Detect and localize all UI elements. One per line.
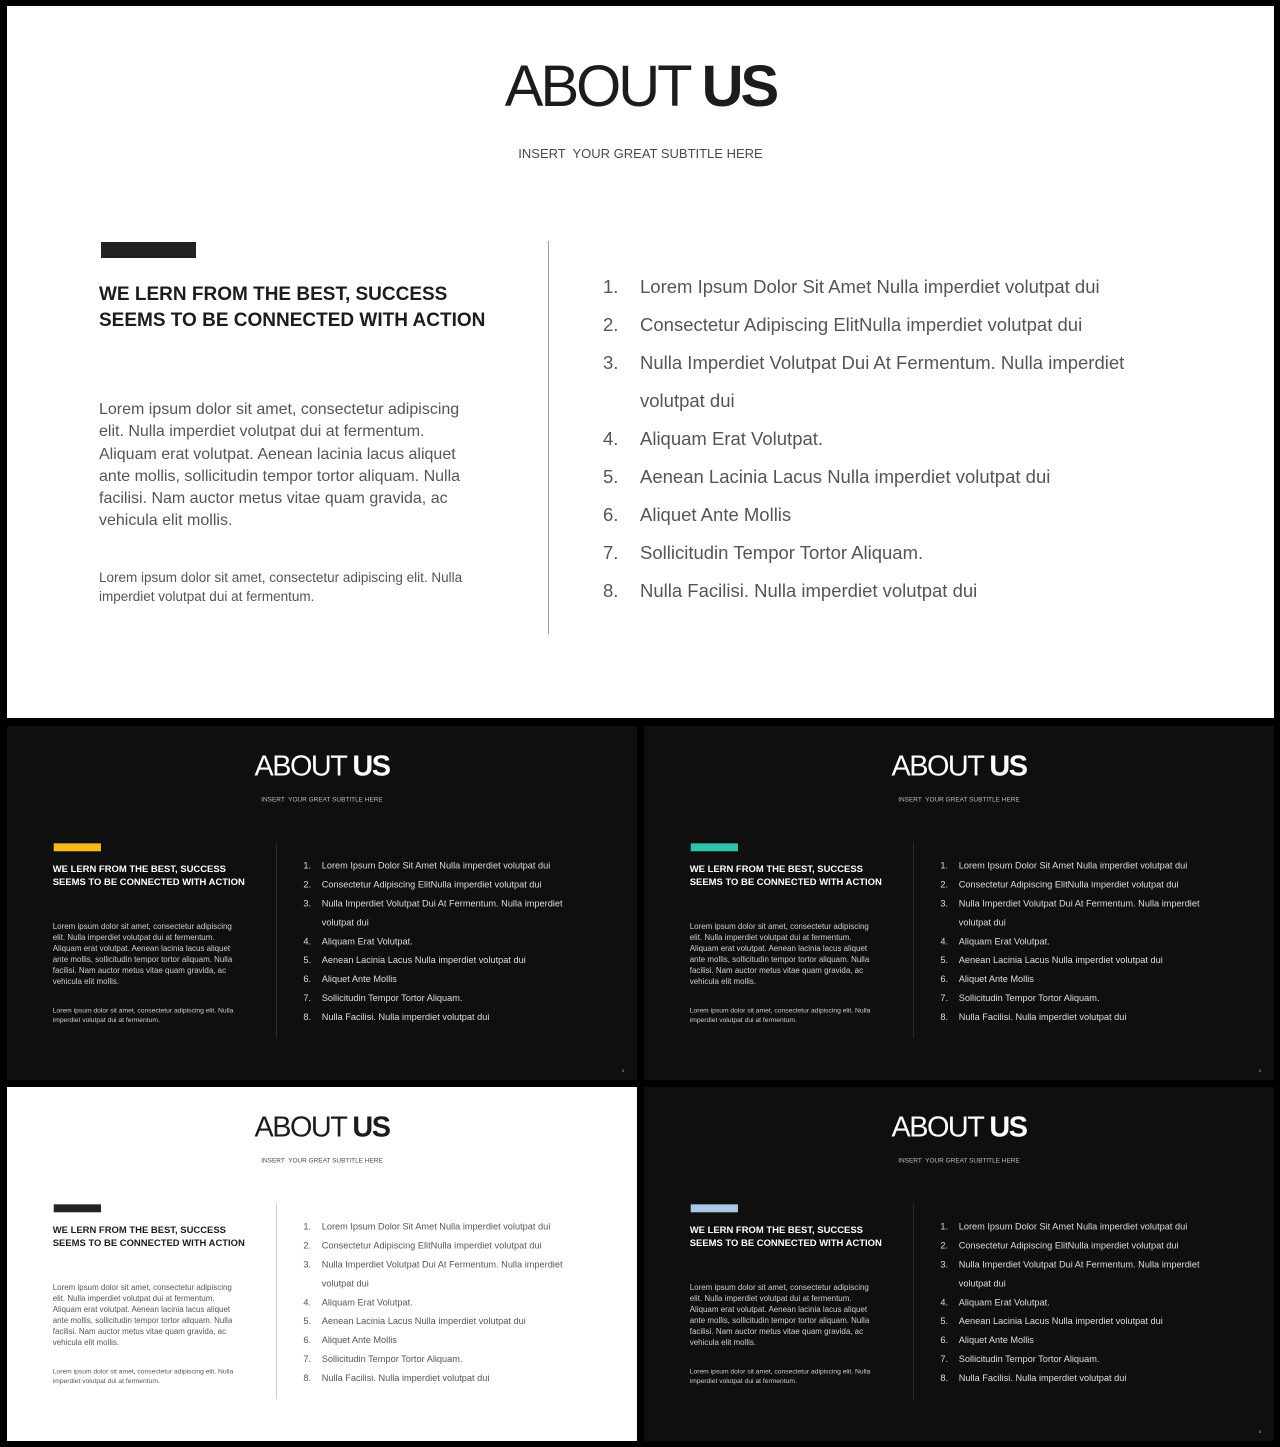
list-item — [603, 534, 1183, 572]
list-item-text: Nulla Imperdiet Volutpat Dui At Fermentum. Nulla imperdiet volutpat dui — [958, 1259, 1200, 1289]
list-item-text: Nulla Facilisi. Nulla imperdiet volutpat dui — [958, 1372, 1127, 1383]
list-item-text: Sollicitudin Tempor Tortor Aliquam. — [958, 992, 1100, 1003]
list-item-number: 1. — [303, 1221, 312, 1232]
list-item-number: 1. — [940, 860, 949, 871]
list-item-text: Aliquet Ante Mollis — [640, 504, 792, 525]
slide-canvas — [7, 1087, 637, 1441]
list-item — [940, 1312, 1228, 1331]
list-item — [303, 1331, 591, 1350]
list-item — [940, 989, 1228, 1008]
list-item-text: Aliquam Erat Volutpat. — [640, 428, 824, 449]
list-item-number: 1. — [603, 276, 619, 297]
list-item-number: 6. — [603, 504, 619, 525]
slide-title: ABOUT US — [891, 1110, 1027, 1144]
list-item-number: 5. — [303, 954, 312, 966]
section-heading: WE LERN FROM THE BEST, SUCCESS SEEMS TO BE CONNECTED WITH ACTION — [689, 864, 882, 888]
slide-canvas — [644, 726, 1274, 1080]
list-item-number: 4. — [940, 935, 949, 947]
list-item-number: 8. — [603, 580, 619, 601]
list-item — [303, 1007, 591, 1026]
list-item-number: 8. — [303, 1011, 312, 1022]
slide-subtitle: INSERT YOUR GREAT SUBTITLE HERE — [898, 1156, 1020, 1165]
numbered-list — [603, 268, 1183, 610]
list-item-text: Nulla Imperdiet Volutpat Dui At Fermentum. Nulla imperdiet volutpat dui — [321, 1259, 563, 1289]
list-item — [940, 1350, 1228, 1369]
slide-canvas — [7, 6, 1274, 718]
numbered-list — [940, 856, 1228, 1026]
list-item — [940, 1293, 1228, 1312]
list-item — [603, 496, 1183, 534]
list-item — [603, 306, 1183, 344]
list-item — [303, 1217, 591, 1236]
accent-bar — [54, 1204, 101, 1212]
slide-title: ABOUT US — [891, 749, 1027, 783]
list-item — [940, 1331, 1228, 1350]
list-item-number: 3. — [303, 898, 312, 909]
slide-1[interactable] — [7, 6, 1274, 718]
slide-2[interactable] — [7, 726, 637, 1080]
body-small-paragraph: Lorem ipsum dolor sit amet, consectetur adipiscing elit. Nulla imperdiet volutpat dui at fermentum. — [52, 1006, 234, 1024]
list-item-text: Consectetur Adipiscing ElitNulla imperdiet volutpat dui — [958, 879, 1179, 890]
slide-5[interactable] — [644, 1087, 1274, 1441]
list-item — [303, 894, 591, 932]
list-item-number: 3. — [940, 1259, 949, 1270]
slide-3[interactable] — [644, 726, 1274, 1080]
list-item-text: Aliquet Ante Mollis — [958, 1334, 1034, 1346]
body-paragraph: Lorem ipsum dolor sit amet, consectetur adipiscing elit. Nulla imperdiet volutpat dui at fermentum. Aliquam erat volutpat. Aenean lacinia lacus aliquet ante mollis, sollicitudin tempor tortor aliquam. Nulla facilisi. Nam auctor metus vitae quam gravida, ac vehicula elit mollis. — [689, 922, 870, 987]
list-item-number: 8. — [303, 1372, 312, 1383]
list-item — [940, 875, 1228, 894]
list-item-text: Aliquam Erat Volutpat. — [321, 1296, 413, 1308]
list-item-number: 5. — [940, 954, 949, 966]
list-item — [303, 1255, 591, 1293]
list-item-text: Nulla Facilisi. Nulla imperdiet volutpat dui — [958, 1011, 1127, 1022]
list-item — [940, 951, 1228, 970]
list-item-number: 7. — [303, 992, 312, 1003]
slide-title: ABOUT US — [504, 54, 777, 119]
list-item — [940, 1217, 1228, 1236]
list-item-number: 5. — [303, 1315, 312, 1327]
list-item — [940, 1255, 1228, 1293]
list-item-number: 4. — [603, 428, 619, 449]
body-small-paragraph: Lorem ipsum dolor sit amet, consectetur adipiscing elit. Nulla imperdiet volutpat dui at fermentum. — [52, 1367, 234, 1385]
list-item — [303, 989, 591, 1008]
list-item-text: Sollicitudin Tempor Tortor Aliquam. — [321, 1353, 463, 1364]
body-paragraph: Lorem ipsum dolor sit amet, consectetur adipiscing elit. Nulla imperdiet volutpat dui at fermentum. Aliquam erat volutpat. Aenean lacinia lacus aliquet ante mollis, sollicitudin tempor tortor aliquam. Nulla facilisi. Nam auctor metus vitae quam gravida, ac vehicula elit mollis. — [52, 922, 233, 987]
list-item-number: 8. — [940, 1372, 949, 1383]
list-item-text: Nulla Imperdiet Volutpat Dui At Fermentum. Nulla imperdiet volutpat dui — [958, 898, 1200, 928]
list-item-text: Lorem Ipsum Dolor Sit Amet Nulla imperdiet volutpat dui — [321, 1221, 551, 1232]
list-item-text: Aliquam Erat Volutpat. — [958, 1296, 1050, 1308]
list-item-text: Nulla Imperdiet Volutpat Dui At Fermentum. Nulla imperdiet volutpat dui — [321, 898, 563, 928]
slide-4[interactable] — [7, 1087, 637, 1441]
section-heading: WE LERN FROM THE BEST, SUCCESS SEEMS TO BE CONNECTED WITH ACTION — [689, 1225, 882, 1249]
numbered-list — [303, 1217, 591, 1387]
section-heading: WE LERN FROM THE BEST, SUCCESS SEEMS TO BE CONNECTED WITH ACTION — [99, 284, 486, 331]
slide-subtitle: INSERT YOUR GREAT SUBTITLE HERE — [898, 795, 1020, 804]
body-small-paragraph: Lorem ipsum dolor sit amet, consectetur adipiscing elit. Nulla imperdiet volutpat dui at fermentum. — [689, 1367, 871, 1385]
list-item-text: Aliquet Ante Mollis — [321, 1334, 397, 1346]
list-item — [603, 268, 1183, 306]
list-item-number: 5. — [940, 1315, 949, 1327]
list-item-number: 5. — [603, 466, 619, 487]
list-item-text: Lorem Ipsum Dolor Sit Amet Nulla imperdiet volutpat dui — [958, 1221, 1188, 1232]
list-item-number: 8. — [940, 1011, 949, 1022]
list-item-text: Consectetur Adipiscing ElitNulla imperdiet volutpat dui — [958, 1240, 1179, 1251]
section-heading: WE LERN FROM THE BEST, SUCCESS SEEMS TO BE CONNECTED WITH ACTION — [52, 1225, 245, 1249]
list-item-text: Aliquet Ante Mollis — [958, 973, 1034, 985]
list-item-text: Nulla Facilisi. Nulla imperdiet volutpat dui — [321, 1011, 490, 1022]
list-item-number: 4. — [940, 1296, 949, 1308]
list-item-text: Aenean Lacinia Lacus Nulla imperdiet volutpat dui — [958, 954, 1163, 966]
slide-title: ABOUT US — [254, 1110, 390, 1144]
list-item-number: 2. — [303, 1240, 312, 1251]
list-item-number: 2. — [940, 1240, 949, 1251]
list-item — [603, 420, 1183, 458]
list-item-text: Lorem Ipsum Dolor Sit Amet Nulla imperdiet volutpat dui — [958, 860, 1188, 871]
page-number: 3 — [1258, 1068, 1262, 1074]
list-item-number: 1. — [303, 860, 312, 871]
list-item-text: Lorem Ipsum Dolor Sit Amet Nulla imperdiet volutpat dui — [321, 860, 551, 871]
body-small-paragraph: Lorem ipsum dolor sit amet, consectetur adipiscing elit. Nulla imperdiet volutpat dui at fermentum. — [99, 570, 463, 604]
list-item — [303, 856, 591, 875]
list-item — [940, 894, 1228, 932]
slide-subtitle: INSERT YOUR GREAT SUBTITLE HERE — [518, 146, 763, 161]
page-number: 5 — [1258, 1429, 1262, 1435]
list-item — [303, 1312, 591, 1331]
slide-canvas — [644, 1087, 1274, 1441]
list-item-text: Aenean Lacinia Lacus Nulla imperdiet volutpat dui — [640, 466, 1051, 487]
accent-bar — [54, 843, 101, 851]
list-item — [940, 970, 1228, 989]
list-item-number: 4. — [303, 1296, 312, 1308]
accent-bar — [691, 1204, 738, 1212]
list-item-number: 3. — [603, 352, 619, 373]
list-item — [940, 1007, 1228, 1026]
list-item-number: 7. — [940, 992, 949, 1003]
numbered-list — [940, 1217, 1228, 1387]
list-item — [940, 932, 1228, 951]
list-item-number: 2. — [303, 879, 312, 890]
accent-bar — [691, 843, 738, 851]
list-item — [603, 572, 1183, 610]
list-item-text: Nulla Facilisi. Nulla imperdiet volutpat dui — [640, 580, 978, 601]
slide-title: ABOUT US — [254, 749, 390, 783]
list-item-text: Aliquam Erat Volutpat. — [958, 935, 1050, 947]
list-item-number: 2. — [603, 314, 619, 335]
list-item-text: Aliquam Erat Volutpat. — [321, 935, 413, 947]
list-item — [303, 875, 591, 894]
list-item-number: 6. — [303, 973, 312, 985]
body-paragraph: Lorem ipsum dolor sit amet, consectetur adipiscing elit. Nulla imperdiet volutpat dui at fermentum. Aliquam erat volutpat. Aenean lacinia lacus aliquet ante mollis, sollicitudin tempor tortor aliquam. Nulla facilisi. Nam auctor metus vitae quam gravida, ac vehicula elit mollis. — [52, 1283, 233, 1348]
accent-bar — [101, 242, 196, 258]
list-item — [940, 856, 1228, 875]
list-item-number: 2. — [940, 879, 949, 890]
list-item — [303, 1350, 591, 1369]
slide-subtitle: INSERT YOUR GREAT SUBTITLE HERE — [261, 795, 383, 804]
page-number: 3 — [621, 1068, 625, 1074]
list-item — [940, 1236, 1228, 1255]
list-item-number: 3. — [940, 898, 949, 909]
list-item-text: Aenean Lacinia Lacus Nulla imperdiet volutpat dui — [321, 1315, 526, 1327]
list-item-text: Sollicitudin Tempor Tortor Aliquam. — [321, 992, 463, 1003]
list-item-text: Aenean Lacinia Lacus Nulla imperdiet volutpat dui — [958, 1315, 1163, 1327]
vertical-divider — [548, 241, 549, 634]
list-item-number: 7. — [940, 1353, 949, 1364]
list-item — [940, 1368, 1228, 1387]
list-item-text: Lorem Ipsum Dolor Sit Amet Nulla imperdiet volutpat dui — [640, 276, 1100, 297]
list-item-text: Aenean Lacinia Lacus Nulla imperdiet volutpat dui — [321, 954, 526, 966]
body-small-paragraph: Lorem ipsum dolor sit amet, consectetur adipiscing elit. Nulla imperdiet volutpat dui at fermentum. — [689, 1006, 871, 1024]
list-item-number: 6. — [940, 1334, 949, 1346]
body-paragraph: Lorem ipsum dolor sit amet, consectetur adipiscing elit. Nulla imperdiet volutpat dui at fermentum. Aliquam erat volutpat. Aenean lacinia lacus aliquet ante mollis, sollicitudin tempor tortor aliquam. Nulla facilisi. Nam auctor metus vitae quam gravida, ac vehicula elit mollis. — [689, 1283, 870, 1348]
list-item-number: 3. — [303, 1259, 312, 1270]
list-item-number: 4. — [303, 935, 312, 947]
list-item-text: Sollicitudin Tempor Tortor Aliquam. — [958, 1353, 1100, 1364]
section-heading: WE LERN FROM THE BEST, SUCCESS SEEMS TO BE CONNECTED WITH ACTION — [52, 864, 245, 888]
list-item — [303, 932, 591, 951]
list-item-number: 6. — [303, 1334, 312, 1346]
list-item-text: Sollicitudin Tempor Tortor Aliquam. — [640, 542, 924, 563]
list-item — [303, 1293, 591, 1312]
slide-canvas — [7, 726, 637, 1080]
slide-subtitle: INSERT YOUR GREAT SUBTITLE HERE — [261, 1156, 383, 1165]
list-item-number: 7. — [603, 542, 619, 563]
numbered-list — [303, 856, 591, 1026]
list-item — [603, 344, 1183, 420]
list-item-number: 1. — [940, 1221, 949, 1232]
list-item-text: Nulla Facilisi. Nulla imperdiet volutpat dui — [321, 1372, 490, 1383]
list-item-text: Aliquet Ante Mollis — [321, 973, 397, 985]
list-item — [303, 951, 591, 970]
list-item — [303, 1236, 591, 1255]
body-paragraph: Lorem ipsum dolor sit amet, consectetur adipiscing elit. Nulla imperdiet volutpat dui at fermentum. Aliquam erat volutpat. Aenean lacinia lacus aliquet ante mollis, sollicitudin tempor tortor aliquam. Nulla facilisi. Nam auctor metus vitae quam gravida, ac vehicula elit mollis. — [99, 401, 461, 530]
list-item — [303, 970, 591, 989]
list-item-text: Nulla Imperdiet Volutpat Dui At Fermentum. Nulla imperdiet volutpat dui — [640, 352, 1125, 411]
list-item-text: Consectetur Adipiscing ElitNulla imperdiet volutpat dui — [321, 1240, 542, 1251]
list-item-text: Consectetur Adipiscing ElitNulla imperdiet volutpat dui — [640, 314, 1083, 335]
list-item — [603, 458, 1183, 496]
list-item-text: Consectetur Adipiscing ElitNulla imperdiet volutpat dui — [321, 879, 542, 890]
list-item — [303, 1368, 591, 1387]
list-item-number: 6. — [940, 973, 949, 985]
list-item-number: 7. — [303, 1353, 312, 1364]
